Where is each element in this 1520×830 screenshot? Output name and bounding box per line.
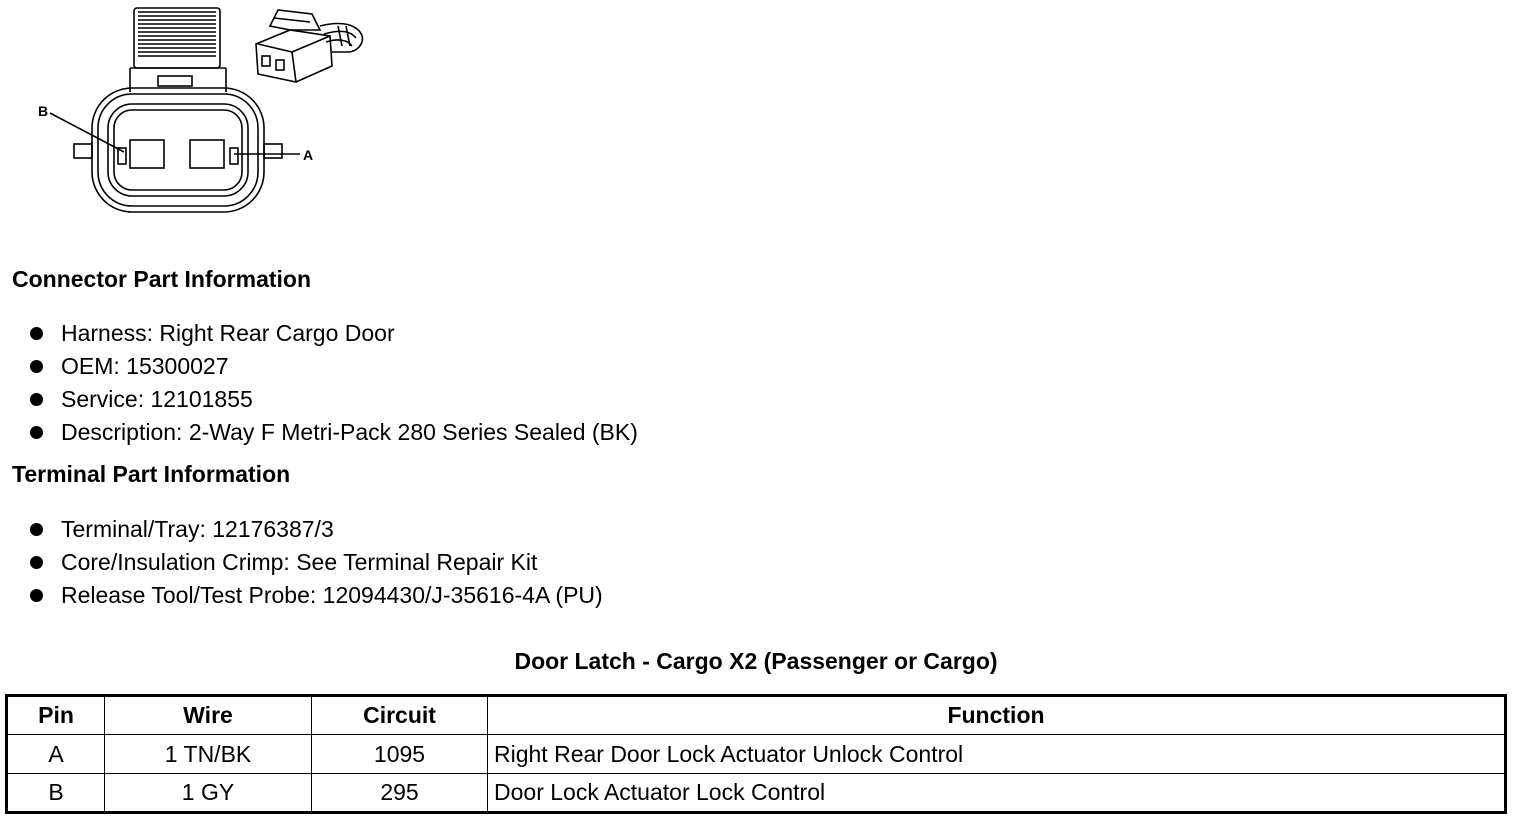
table-row — [7, 735, 1506, 774]
terminal-part-heading: Terminal Part Information — [12, 461, 291, 487]
list-item — [30, 416, 638, 449]
list-item — [30, 383, 638, 416]
pin-cell: A — [7, 735, 105, 774]
pin-cell: B — [7, 774, 105, 813]
connector-isometric-icon — [256, 10, 362, 82]
table-header-row — [7, 696, 1506, 735]
connector-body-icon — [50, 88, 300, 212]
bullet-icon — [30, 426, 43, 439]
column-header-function: Function — [488, 696, 1506, 735]
function-cell: Door Lock Actuator Lock Control — [488, 774, 1506, 813]
pin-table — [5, 694, 1507, 814]
list-item-text: Release Tool/Test Probe: 12094430/J-35616-4A (PU) — [61, 582, 603, 608]
pin-label-a: A — [303, 147, 314, 163]
bullet-icon — [30, 327, 43, 340]
column-header-pin: Pin — [7, 696, 105, 735]
bullet-icon — [30, 523, 43, 536]
list-item-text: OEM: 15300027 — [61, 353, 229, 379]
list-item — [30, 513, 603, 546]
wire-cell: 1 TN/BK — [105, 735, 312, 774]
latch-tab-icon — [130, 8, 226, 92]
table-row — [7, 774, 1506, 813]
terminal-part-list — [30, 513, 603, 612]
list-item — [30, 350, 638, 383]
pin-table-title: Door Latch - Cargo X2 (Passenger or Cargo) — [514, 648, 998, 674]
list-item-text: Description: 2-Way F Metri-Pack 280 Series Sealed (BK) — [61, 419, 638, 445]
list-item — [30, 579, 603, 612]
list-item — [30, 546, 603, 579]
bullet-icon — [30, 360, 43, 373]
column-header-circuit: Circuit — [312, 696, 488, 735]
bullet-icon — [30, 589, 43, 602]
bullet-icon — [30, 556, 43, 569]
list-item-text: Terminal/Tray: 12176387/3 — [61, 516, 334, 542]
column-header-wire: Wire — [105, 696, 312, 735]
circuit-cell: 295 — [312, 774, 488, 813]
pin-label-b: B — [38, 103, 49, 119]
list-item-text: Service: 12101855 — [61, 386, 253, 412]
connector-part-heading: Connector Part Information — [12, 266, 312, 292]
list-item-text: Harness: Right Rear Cargo Door — [61, 320, 395, 346]
list-item — [30, 317, 638, 350]
bullet-icon — [30, 393, 43, 406]
function-cell: Right Rear Door Lock Actuator Unlock Control — [488, 735, 1506, 774]
circuit-cell: 1095 — [312, 735, 488, 774]
connector-part-list — [30, 317, 638, 449]
wire-cell: 1 GY — [105, 774, 312, 813]
list-item-text: Core/Insulation Crimp: See Terminal Repair Kit — [61, 549, 538, 575]
connector-diagram — [20, 0, 380, 220]
